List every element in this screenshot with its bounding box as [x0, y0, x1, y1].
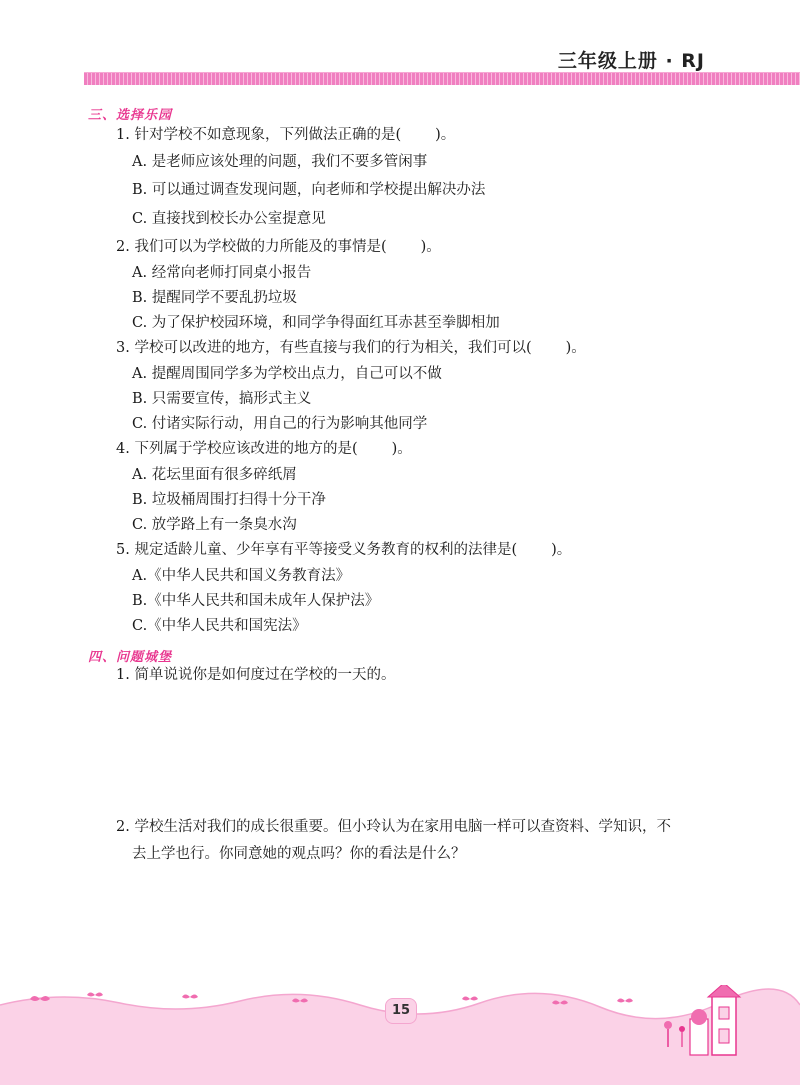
option-a: A. 是老师应该处理的问题，我们不要多管闲事 — [132, 154, 428, 170]
question-tail: )。 — [565, 340, 586, 356]
option-b: B. 可以通过调查发现问题，向老师和学校提出解决办法 — [132, 182, 486, 198]
question-tail: )。 — [420, 239, 441, 255]
question-1 — [116, 126, 455, 144]
section-title-problems: 四、问题城堡 — [88, 650, 173, 665]
question-2 — [116, 238, 441, 256]
option-a: A. 提醒周围同学多为学校出点力，自己可以不做 — [132, 366, 442, 382]
option-b: B. 只需要宣传，搞形式主义 — [132, 391, 312, 407]
option-b: B. 提醒同学不要乱扔垃圾 — [132, 290, 297, 306]
option-a: A. 花坛里面有很多碎纸屑 — [132, 467, 297, 483]
option-c: C.《中华人民共和国宪法》 — [132, 618, 307, 634]
option-c: C. 为了保护校园环境，和同学争得面红耳赤甚至拳脚相加 — [132, 315, 500, 331]
header-stripe-bar — [84, 72, 800, 85]
page-number: 15 — [385, 998, 417, 1024]
section-title-choices: 三、选择乐园 — [88, 108, 173, 123]
question-tail: )。 — [391, 441, 412, 457]
question-3 — [116, 339, 586, 357]
header-title: 三年级上册 · RJ — [557, 50, 705, 72]
question-tail: )。 — [435, 127, 456, 143]
question-4 — [116, 440, 412, 458]
question-stem: 1. 针对学校不如意现象，下列做法正确的是( — [116, 127, 402, 143]
option-a: A.《中华人民共和国义务教育法》 — [132, 568, 351, 584]
question-stem: 4. 下列属于学校应该改进的地方的是( — [116, 441, 358, 457]
open-question-2-line1: 2. 学校生活对我们的成长很重要。但小玲认为在家用电脑一样可以查资料、学知识，不 — [116, 819, 671, 835]
option-c: C. 放学路上有一条臭水沟 — [132, 517, 297, 533]
question-stem: 2. 我们可以为学校做的力所能及的事情是( — [116, 239, 387, 255]
open-question-1: 1. 简单说说你是如何度过在学校的一天的。 — [116, 667, 396, 683]
option-b: B.《中华人民共和国未成年人保护法》 — [132, 593, 380, 609]
option-c: C. 付诸实际行动，用自己的行为影响其他同学 — [132, 416, 428, 432]
option-c: C. 直接找到校长办公室提意见 — [132, 211, 326, 227]
option-b: B. 垃圾桶周围打扫得十分干净 — [132, 492, 326, 508]
question-stem: 5. 规定适龄儿童、少年享有平等接受义务教育的权利的法律是( — [116, 542, 518, 558]
option-a: A. 经常向老师打同桌小报告 — [132, 265, 312, 281]
question-stem: 3. 学校可以改进的地方，有些直接与我们的行为相关，我们可以( — [116, 340, 532, 356]
open-question-2-line2: 去上学也行。你同意她的观点吗？你的看法是什么？ — [132, 846, 466, 862]
question-5 — [116, 541, 571, 559]
question-tail: )。 — [551, 542, 572, 558]
